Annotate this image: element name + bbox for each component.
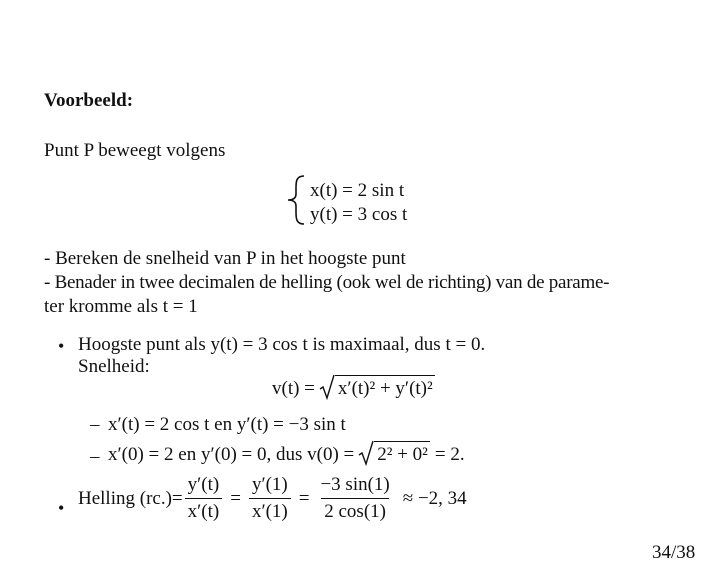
task-1: - Bereken de snelheid van P in het hoogste punt bbox=[44, 248, 406, 269]
sqrt-icon bbox=[319, 374, 335, 400]
bullet-icon: • bbox=[58, 498, 65, 518]
fraction-2 bbox=[249, 474, 291, 523]
speed-formula-radicand: x′(t)² + y′(t)² bbox=[335, 375, 435, 400]
sub-item-1: x′(t) = 2 cos t en y′(t) = −3 sin t bbox=[108, 414, 346, 435]
sub-item-2-pre: x′(0) = 2 en y′(0) = 0, dus v(0) = bbox=[108, 444, 355, 465]
slide-heading: Voorbeeld: bbox=[44, 90, 134, 111]
fraction-3 bbox=[317, 474, 392, 523]
slope-expression bbox=[78, 474, 467, 523]
slope-result: ≈ −2, 34 bbox=[402, 487, 467, 509]
fraction-3-num: −3 sin(1) bbox=[320, 474, 390, 495]
system-line-1: x(t) = 2 sin t bbox=[310, 180, 405, 201]
sqrt-expression bbox=[319, 374, 435, 400]
system-line-2: y(t) = 3 cos t bbox=[310, 204, 408, 225]
sub-dash-2: – bbox=[90, 446, 100, 467]
sqrt-icon bbox=[358, 440, 374, 466]
fraction-1-den: x′(t) bbox=[185, 498, 223, 523]
equals-1: = bbox=[230, 487, 241, 509]
page-number: 34/38 bbox=[652, 542, 696, 563]
speed-formula bbox=[272, 374, 435, 400]
speed-label: Snelheid: bbox=[78, 356, 150, 377]
sub-item-2-radicand: 2² + 0² bbox=[374, 441, 430, 466]
sqrt-expression-2 bbox=[358, 440, 430, 466]
sub-dash-1: – bbox=[90, 414, 100, 435]
speed-formula-lhs: v(t) = bbox=[272, 378, 315, 399]
fraction-1 bbox=[185, 474, 223, 523]
bullet-1-line: Hoogste punt als y(t) = 3 cos t is maximaal, dus t = 0. bbox=[78, 334, 486, 355]
task-2-line-2: ter kromme als t = 1 bbox=[44, 296, 198, 317]
left-brace-icon bbox=[284, 174, 308, 226]
sub-item-2-post: = 2. bbox=[434, 444, 465, 465]
intro-text: Punt P beweegt volgens bbox=[44, 140, 226, 161]
task-2-line-1: - Benader in twee decimalen de helling (ook wel de richting) van de parame- bbox=[44, 272, 610, 293]
sub-item-2 bbox=[108, 440, 465, 466]
fraction-3-den: 2 cos(1) bbox=[321, 498, 389, 523]
fraction-1-num: y′(t) bbox=[187, 474, 220, 495]
slope-label: Helling (rc.)= bbox=[78, 487, 183, 509]
bullet-icon: • bbox=[58, 336, 65, 356]
equals-2: = bbox=[298, 487, 310, 509]
fraction-2-den: x′(1) bbox=[249, 498, 291, 523]
fraction-2-num: y′(1) bbox=[251, 474, 288, 495]
